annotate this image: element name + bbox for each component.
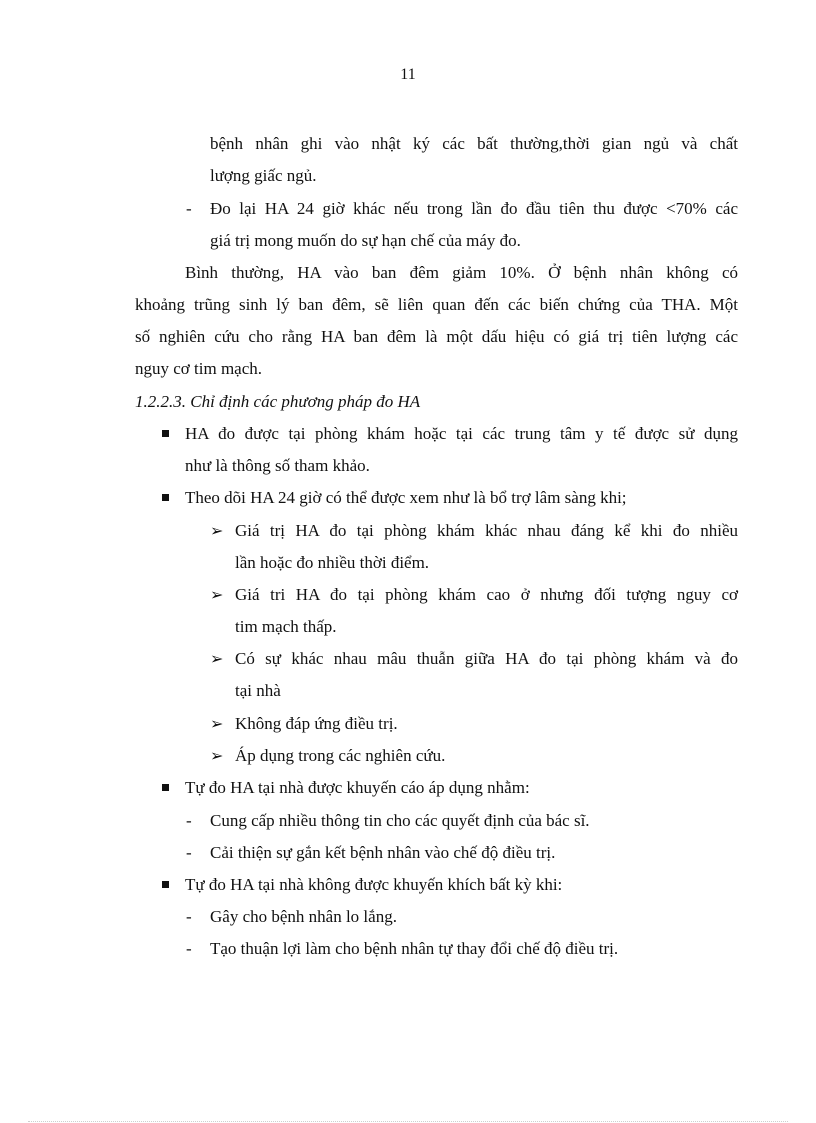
- section-heading: 1.2.2.3. Chỉ định các phương pháp đo HA: [135, 392, 421, 411]
- arrow-bullet-icon: ➢: [210, 585, 224, 604]
- arrow-item: Giá tri HA đo tại phòng khám cao ở nhưng đối tượng nguy cơ: [235, 585, 738, 604]
- square-bullet-icon: [162, 494, 169, 501]
- dash-marker: -: [186, 907, 192, 926]
- bullet-item: Theo dõi HA 24 giờ có thể được xem như là bổ trợ lâm sàng khi;: [185, 488, 627, 507]
- dash-item: Cải thiện sự gắn kết bệnh nhân vào chế độ điều trị.: [210, 843, 556, 862]
- paragraph-line: khoảng trũng sinh lý ban đêm, sẽ liên quan đến các biến chứng của THA. Một: [135, 295, 738, 314]
- dash-marker: -: [186, 199, 192, 218]
- arrow-item-continuation: lần hoặc đo nhiều thời điểm.: [235, 553, 430, 572]
- dash-item: Tạo thuận lợi làm cho bệnh nhân tự thay đổi chế độ điều trị.: [210, 939, 619, 958]
- arrow-bullet-icon: ➢: [210, 649, 224, 668]
- arrow-item: Có sự khác nhau mâu thuẫn giữa HA đo tại phòng khám và đo: [235, 649, 738, 668]
- dash-marker: -: [186, 811, 192, 830]
- arrow-bullet-icon: ➢: [210, 746, 224, 765]
- dash-item: Gây cho bệnh nhân lo lắng.: [210, 907, 397, 926]
- square-bullet-icon: [162, 784, 169, 791]
- bullet-item-continuation: như là thông số tham khảo.: [185, 456, 370, 475]
- dash-marker: -: [186, 939, 192, 958]
- page-number: 11: [400, 66, 416, 83]
- arrow-item: Giá trị HA đo tại phòng khám khác nhau đáng kể khi đo nhiều: [235, 521, 738, 540]
- bullet-item: Tự đo HA tại nhà không được khuyến khích bất kỳ khi:: [185, 875, 563, 894]
- bullet-item: HA đo được tại phòng khám hoặc tại các trung tâm y tế được sử dụng: [185, 424, 738, 443]
- arrow-bullet-icon: ➢: [210, 521, 224, 540]
- page-bottom-rule: [28, 1121, 788, 1122]
- bullet-item: Tự đo HA tại nhà được khuyến cáo áp dụng nhằm:: [185, 778, 530, 797]
- arrow-item-continuation: tim mạch thấp.: [235, 617, 337, 636]
- dash-marker: -: [186, 843, 192, 862]
- paragraph-line: nguy cơ tim mạch.: [135, 359, 263, 378]
- body-line: bệnh nhân ghi vào nhật ký các bất thường,thời gian ngủ và chất: [210, 134, 738, 153]
- list-item: Đo lại HA 24 giờ khác nếu trong lần đo đầu tiên thu được <70% các: [210, 199, 738, 218]
- square-bullet-icon: [162, 881, 169, 888]
- paragraph-line: số nghiên cứu cho rằng HA ban đêm là một dấu hiệu có giá trị tiên lượng các: [135, 327, 738, 346]
- body-line: lượng giấc ngủ.: [210, 166, 317, 185]
- list-item-continuation: giá trị mong muốn do sự hạn chế của máy đo.: [210, 231, 521, 250]
- arrow-item-continuation: tại nhà: [235, 681, 281, 700]
- paragraph-line: Bình thường, HA vào ban đêm giảm 10%. Ở bệnh nhân không có: [185, 263, 738, 282]
- arrow-bullet-icon: ➢: [210, 714, 224, 733]
- square-bullet-icon: [162, 430, 169, 437]
- arrow-item: Áp dụng trong các nghiên cứu.: [235, 746, 446, 765]
- dash-item: Cung cấp nhiều thông tin cho các quyết định của bác sĩ.: [210, 811, 590, 830]
- arrow-item: Không đáp ứng điều trị.: [235, 714, 398, 733]
